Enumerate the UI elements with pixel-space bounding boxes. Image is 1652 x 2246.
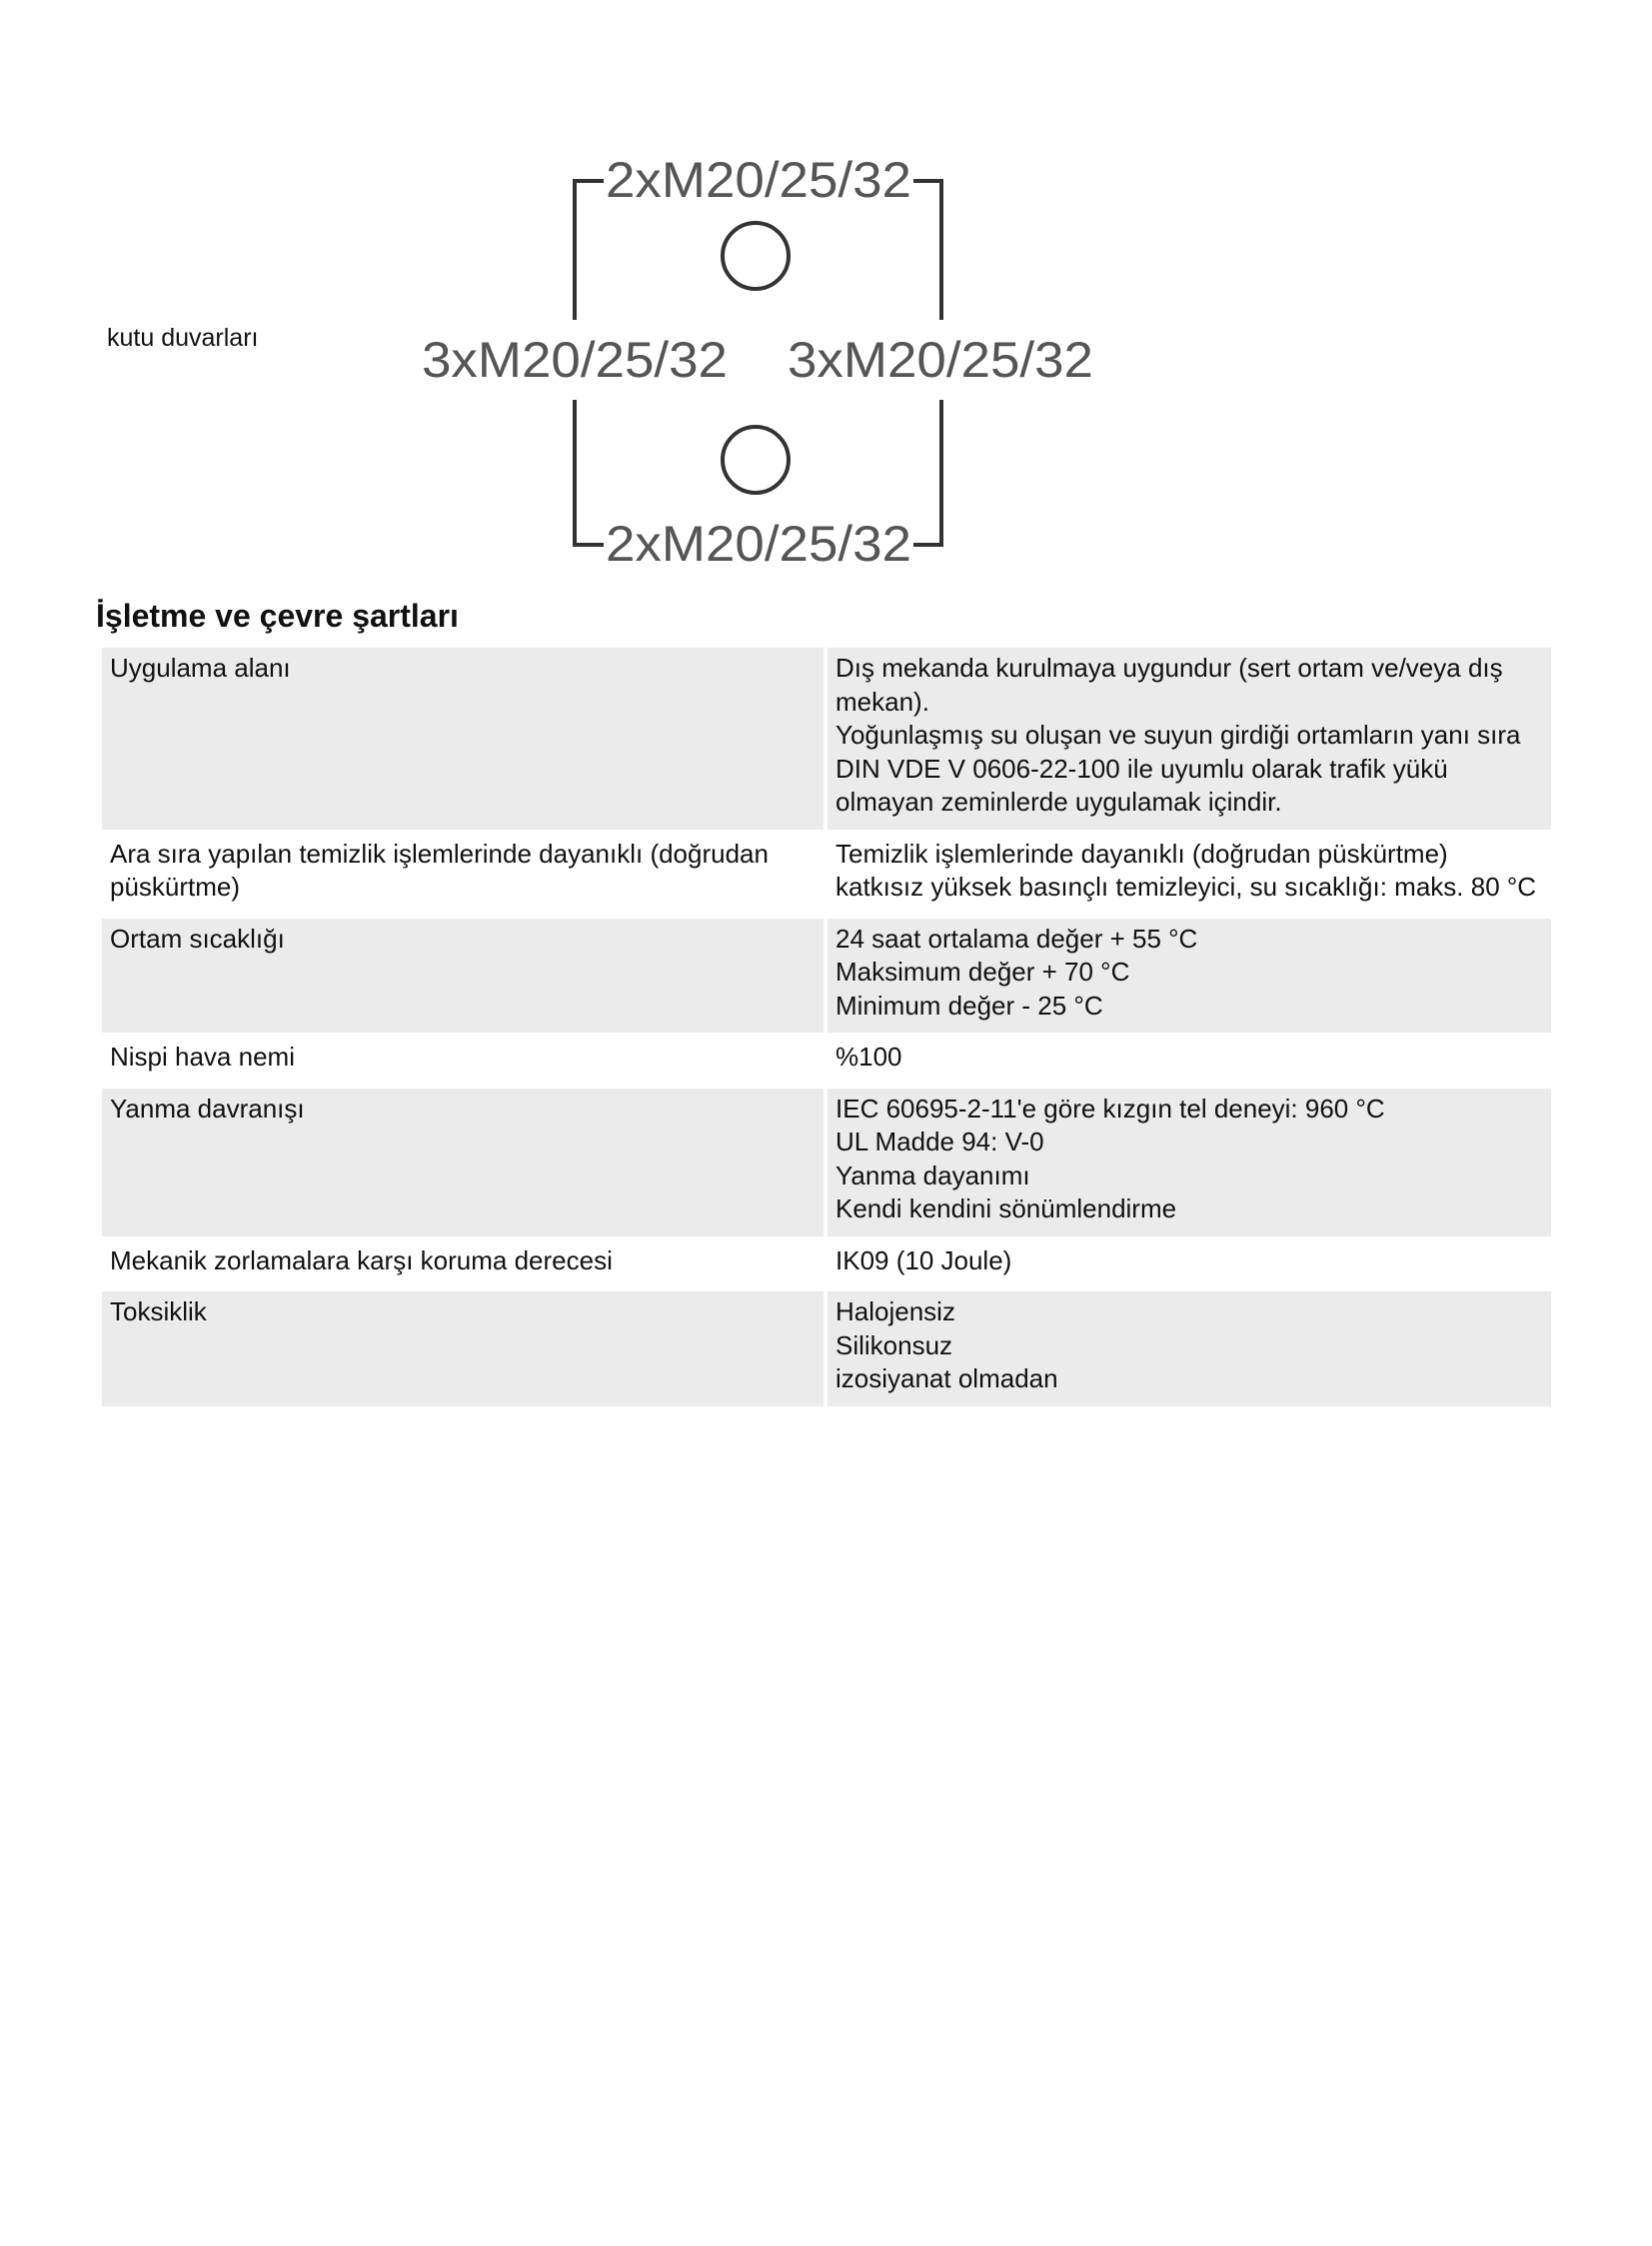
row-value [827,1240,1551,1288]
bottom-entry-circle [723,427,789,493]
table-row [102,919,1551,1034]
row-value-line: Halojensiz [835,1296,955,1326]
row-label: Ara sıra yapılan temizlik işlemlerinde dayanıklı (doğrudan püskürtme) [102,834,824,915]
row-value-line: Minimum değer - 25 °C [835,990,1103,1021]
row-value [827,919,1551,1034]
section-title: İşletme ve çevre şartları [96,598,459,634]
row-value [827,1037,1551,1085]
table-row [102,1291,1551,1406]
row-value-line: Yoğunlaşmış su oluşan ve suyun girdiği ortamların yanı sıra DIN VDE V 0606-22-100 ile uyumlu olarak trafik yükü olmayan zeminlerde uygulamak içindir. [835,720,1521,817]
box-outline-bottom-right [913,400,941,545]
row-value-line: Silikonsuz [835,1329,953,1360]
row-label: Uygulama alanı [102,648,824,830]
operating-conditions-table [98,644,1555,1410]
row-value-line: Temizlik işlemlerinde dayanıklı (doğrudan püskürtme) katkısız yüksek basınçlı temizleyici, su sıcaklığı: maks. 80 °C [835,838,1537,902]
row-label: Mekanik zorlamalara karşı koruma derecesi [102,1240,824,1288]
row-label: Nispi hava nemi [102,1037,824,1085]
row-value-line: IK09 (10 Joule) [835,1244,1012,1275]
box-outline-top-right [913,181,941,320]
top-entry-circle [723,223,789,289]
left-entry-label: 3xM20/25/32 [422,332,728,388]
operating-conditions-body [102,648,1551,1406]
row-value-line: Dış mekanda kurulmaya uygundur (sert ortam ve/veya dış mekan). [835,653,1503,717]
box-walls-label: kutu duvarları [107,324,259,352]
row-value [827,1089,1551,1236]
row-value-line: UL Madde 94: V-0 [835,1126,1044,1156]
row-label: Toksiklik [102,1291,824,1406]
box-outline-top-left [575,181,604,320]
row-value [827,1291,1551,1406]
bottom-entry-label: 2xM20/25/32 [606,516,911,572]
box-outline-bottom-left [575,400,604,545]
row-value-line: Maksimum değer + 70 °C [835,957,1130,987]
row-label: Yanma davranışı [102,1089,824,1236]
cable-entry-diagram [410,145,1109,575]
row-label: Ortam sıcaklığı [102,919,824,1034]
table-row [102,648,1551,830]
row-value-line: IEC 60695-2-11'e göre kızgın tel deneyi: 960 °C [835,1093,1385,1123]
row-value-line: %100 [835,1042,902,1072]
row-value-line: izosiyanat olmadan [835,1363,1058,1393]
cable-entry-diagram-svg [410,145,1109,575]
table-row [102,1089,1551,1236]
right-entry-label: 3xM20/25/32 [788,332,1093,388]
row-value [827,648,1551,830]
top-entry-label: 2xM20/25/32 [606,152,911,208]
table-row [102,1037,1551,1085]
row-value-line: Kendi kendini sönümlendirme [835,1193,1177,1223]
table-row [102,834,1551,915]
table-row [102,1240,1551,1288]
row-value-line: Yanma dayanımı [835,1159,1030,1190]
row-value-line: 24 saat ortalama değer + 55 °C [835,923,1198,954]
row-value [827,834,1551,915]
